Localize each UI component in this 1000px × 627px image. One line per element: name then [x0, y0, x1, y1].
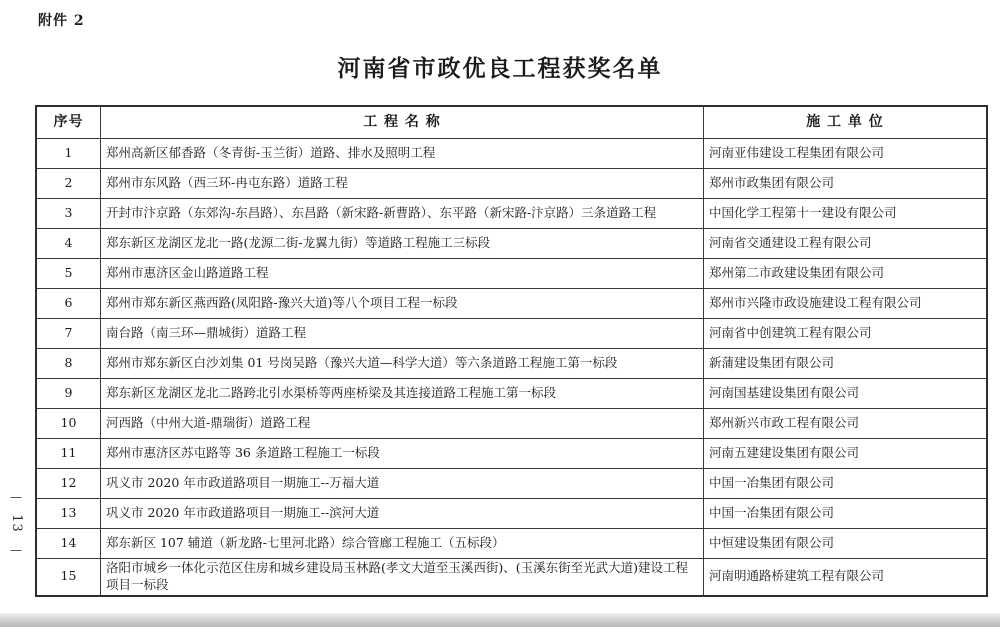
construction-unit: 中国一冶集团有限公司 [704, 469, 988, 499]
row-index: 10 [36, 409, 101, 439]
project-name: 郑州市郑东新区燕西路(凤阳路-豫兴大道)等八个项目工程一标段 [101, 289, 704, 319]
table-row [36, 529, 987, 559]
row-index: 4 [36, 229, 101, 259]
table-row [36, 319, 987, 349]
row-index: 1 [36, 139, 101, 169]
row-index: 2 [36, 169, 101, 199]
table-row [36, 139, 987, 169]
project-name: 郑州市东风路（西三环-冉屯东路）道路工程 [101, 169, 704, 199]
table-row [36, 349, 987, 379]
construction-unit: 新蒲建设集团有限公司 [704, 349, 988, 379]
col-header-unit: 施 工 单 位 [704, 106, 988, 139]
page-number [3, 492, 29, 555]
construction-unit: 河南明通路桥建筑工程有限公司 [704, 559, 988, 596]
project-name: 郑东新区龙湖区龙北一路(龙源二街-龙翼九街）等道路工程施工三标段 [101, 229, 704, 259]
row-index: 5 [36, 259, 101, 289]
table-body [36, 139, 987, 596]
project-name: 郑东新区龙湖区龙北二路跨北引水渠桥等两座桥梁及其连接道路工程施工第一标段 [101, 379, 704, 409]
row-index: 7 [36, 319, 101, 349]
table-row [36, 169, 987, 199]
table-row [36, 439, 987, 469]
construction-unit: 中国化学工程第十一建设有限公司 [704, 199, 988, 229]
construction-unit: 郑州新兴市政工程有限公司 [704, 409, 988, 439]
page-title: 河南省市政优良工程获奖名单 [337, 55, 663, 82]
page-number-value: 13 [8, 514, 24, 533]
awards-table-container [35, 105, 966, 597]
project-name: 巩义市 2020 年市政道路项目一期施工--滨河大道 [101, 499, 704, 529]
row-index: 15 [36, 559, 101, 596]
construction-unit: 郑州市政集团有限公司 [704, 169, 988, 199]
construction-unit: 河南亚伟建设工程集团有限公司 [704, 139, 988, 169]
construction-unit: 郑州第二市政建设集团有限公司 [704, 259, 988, 289]
table-row [36, 559, 987, 596]
construction-unit: 河南五建建设集团有限公司 [704, 439, 988, 469]
row-index: 13 [36, 499, 101, 529]
project-name: 河西路（中州大道-鼎瑞街）道路工程 [101, 409, 704, 439]
table-row [36, 289, 987, 319]
row-index: 14 [36, 529, 101, 559]
awards-table [35, 105, 988, 597]
construction-unit: 河南省交通建设工程有限公司 [704, 229, 988, 259]
table-row [36, 409, 987, 439]
table-header-row [36, 106, 987, 139]
row-index: 3 [36, 199, 101, 229]
project-name: 郑东新区 107 辅道（新龙路-七里河北路）综合管廊工程施工（五标段） [101, 529, 704, 559]
construction-unit: 中恒建设集团有限公司 [704, 529, 988, 559]
construction-unit: 河南国基建设集团有限公司 [704, 379, 988, 409]
project-name: 巩义市 2020 年市政道路项目一期施工--万福大道 [101, 469, 704, 499]
table-row [36, 259, 987, 289]
table-row [36, 499, 987, 529]
page-number-dash-bottom: — [10, 543, 22, 557]
row-index: 6 [36, 289, 101, 319]
row-index: 12 [36, 469, 101, 499]
col-header-project: 工 程 名 称 [101, 106, 704, 139]
col-header-index: 序号 [36, 106, 101, 139]
project-name: 郑州市惠济区苏屯路等 36 条道路工程施工一标段 [101, 439, 704, 469]
project-name: 郑州市惠济区金山路道路工程 [101, 259, 704, 289]
table-header [36, 106, 987, 139]
table-row [36, 199, 987, 229]
row-index: 11 [36, 439, 101, 469]
page-edge-shadow [0, 613, 1000, 627]
row-index: 8 [36, 349, 101, 379]
page-number-dash-top: — [10, 490, 22, 504]
construction-unit: 河南省中创建筑工程有限公司 [704, 319, 988, 349]
construction-unit: 中国一冶集团有限公司 [704, 499, 988, 529]
project-name: 南台路（南三环—鼎城街）道路工程 [101, 319, 704, 349]
project-name: 郑州市郑东新区白沙刘集 01 号岗吴路（豫兴大道—科学大道）等六条道路工程施工第一标段 [101, 349, 704, 379]
table-row [36, 379, 987, 409]
project-name: 洛阳市城乡一体化示范区住房和城乡建设局玉林路(孝文大道至玉溪西街)、(玉溪东街至光武大道)建设工程项目一标段 [101, 559, 704, 596]
attachment-label: 附件 2 [38, 13, 85, 29]
table-row [36, 469, 987, 499]
project-name: 开封市汴京路（东郊沟-东昌路）、东昌路（新宋路-新曹路）、东平路（新宋路-汴京路）三条道路工程 [101, 199, 704, 229]
row-index: 9 [36, 379, 101, 409]
construction-unit: 郑州市兴隆市政设施建设工程有限公司 [704, 289, 988, 319]
table-row [36, 229, 987, 259]
project-name: 郑州高新区郁香路（冬青街-玉兰街）道路、排水及照明工程 [101, 139, 704, 169]
